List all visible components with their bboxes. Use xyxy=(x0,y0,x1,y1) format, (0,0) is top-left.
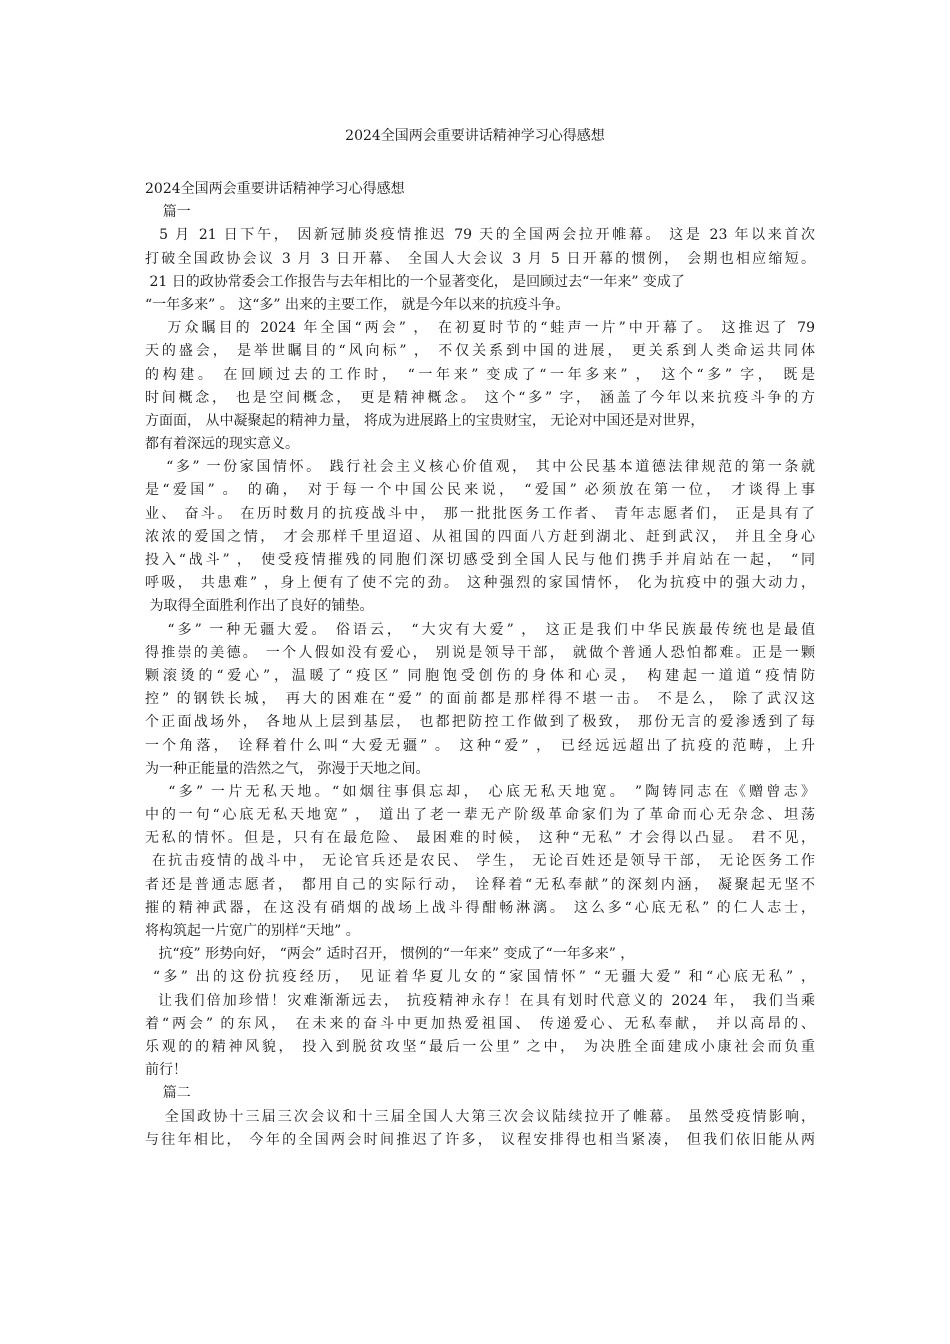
text-line: 篇二 xyxy=(145,1085,191,1102)
document-body xyxy=(145,178,815,1152)
text-line: 着“两会” 的东风， 在未来的奋斗中更加热爱祖国、 传递爱心、无私奉献， 并以高昂的、 xyxy=(145,1015,815,1032)
text-line: 个正面战场外， 各地从上层到基层， 也都把防控工作做到了极致， 那份无言的爱渗透到了每 xyxy=(145,714,815,731)
text-line: 2024全国两会重要讲话精神学习心得感想 xyxy=(145,181,405,197)
text-line: 21 日的政协常委会工作报告与去年相比的一个显著变化， 是回顾过去“一年来” 变成了 xyxy=(145,273,685,290)
text-line: 投入“战斗” ， 使受疫情摧残的同胞们深切感受到全国人民与他们携手并肩站在一起， “同 xyxy=(145,552,815,568)
text-line: 乐观的的精神风貌， 投入到脱贫攻坚“最后一公里” 之中， 为决胜全面建成小康社会而负重 xyxy=(145,1038,815,1055)
text-line: 打破全国政协会议 3 月 3 日开幕、 全国人大会议 3 月 5 日开幕的惯例， 会期也相应缩短。 xyxy=(145,250,815,267)
text-line: 颗滚烫的“爱心”，温暖了“疫区” 同胞饱受创伤的身体和心灵， 构建起一道道“疫情防 xyxy=(145,667,815,684)
text-line: 控” 的钢铁长城， 再大的困难在“爱” 的面前都是那样得不堪一击。 不是么， 除了武汉这 xyxy=(145,691,815,708)
text-line: 浓浓的爱国之情， 才会那样千里迢迢、从祖国的四面八方赶到湖北、赶到武汉， 并且全身心 xyxy=(145,528,815,545)
text-line: 5 月 21 日下午， 因新冠肺炎疫情推迟 79 天的全国两会拉开帷幕。 这是 23 年以来首次 xyxy=(145,227,815,244)
text-line: 在抗击疫情的战斗中， 无论官兵还是农民、 学生， 无论百姓还是领导干部， 无论医务工作 xyxy=(145,853,815,870)
text-line: “多” 一份家国情怀。 践行社会主义核心价值观， 其中公民基本道德法律规范的第一条就 xyxy=(145,459,815,476)
text-line: 天的盛会， 是举世瞩目的“风向标” ， 不仅关系到中国的进展， 更关系到人类命运共同体 xyxy=(145,343,815,360)
text-line: 呼吸， 共患难” ，身上便有了使不完的劲。 这种强烈的家国情怀， 化为抗疫中的强大动力， xyxy=(145,575,815,592)
text-line: 与往年相比， 今年的全国两会时间推迟了许多， 议程安排得也相当紧凑， 但我们依旧能从两 xyxy=(145,1131,815,1148)
text-line: 是“爱国” 。 的确， 对于每一个中国公民来说， “爱国” 必须放在第一位， 才谈得上事 xyxy=(145,482,815,499)
document-title: 2024全国两会重要讲话精神学习心得感想 xyxy=(345,128,605,144)
text-line: 篇一 xyxy=(145,204,191,221)
text-line: 业、 奋斗。 在历时数月的抗疫战斗中， 那一批批医务工作者、 青年志愿者们， 正是具有了 xyxy=(145,505,815,522)
text-line: 都有着深远的现实意义。 xyxy=(145,436,299,453)
text-line: 万众瞩目的 2024 年全国“两会” ， 在初夏时节的“蛙声一片”中开幕了。 这推迟了 79 xyxy=(145,320,815,337)
text-line: 让我们倍加珍惜！灾难渐渐远去， 抗疫精神永存！在具有划时代意义的 2024 年， 我们当乘 xyxy=(145,992,815,1009)
text-line: “多” 一片无私天地。“如烟往事俱忘却， 心底无私天地宽。 ”陶铸同志在《赠曾志》 xyxy=(145,783,815,800)
text-line: “多” 一种无疆大爱。 俗语云， “大灾有大爱” ， 这正是我们中华民族最传统也是最值 xyxy=(145,621,815,638)
text-line: “多” 出的这份抗疫经历， 见证着华夏儿女的“家国情怀” “无疆大爱” 和“心底无私” ， xyxy=(145,969,815,986)
text-line: 将构筑起一片宽广的别样“天地” 。 xyxy=(145,923,360,939)
text-line: 为取得全面胜利作出了良好的铺垫。 xyxy=(145,598,374,615)
text-line: 一个角落， 诠释着什么叫“大爱无疆” 。 这种“爱” ， 已经远远超出了抗疫的范畴，上升 xyxy=(145,737,815,754)
text-line: 无私的情怀。但是，只有在最危险、 最困难的时候， 这种“无私” 才会得以凸显。 君不见， xyxy=(145,830,815,847)
text-line: 全国政协十三届三次会议和十三届全国人大第三次会议陆续拉开了帷幕。 虽然受疫情影响， xyxy=(145,1108,815,1125)
text-line: 的构建。 在回顾过去的工作时， “一年来” 变成了“一年多来” ， 这个“多” 字， 既是 xyxy=(145,366,815,383)
text-line: 抗“疫” 形势向好， “两会” 适时召开， 惯例的“一年来” 变成了“一年多来” ， xyxy=(145,946,635,963)
text-line: 为一种正能量的浩然之气， 弥漫于天地之间。 xyxy=(145,760,430,777)
text-line: 中的一句“心底无私天地宽” ， 道出了老一辈无产阶级革命家们为了革命而心无杂念、坦荡 xyxy=(145,807,815,824)
text-line: 时间概念， 也是空间概念， 更是精神概念。 这个“多” 字， 涵盖了今年以来抗疫斗争的方 xyxy=(145,389,815,406)
text-line: 者还是普通志愿者， 都用自己的实际行动， 诠释着“无私奉献”的深刻内涵， 凝聚起无坚不 xyxy=(145,876,815,893)
text-line: “一年多来” 。 这“多” 出来的主要工作， 就是今年以来的抗疫斗争。 xyxy=(145,296,570,313)
text-line: 得推崇的美德。 一个人假如没有爱心， 别说是领导干部， 就做个普通人恐怕都难。正是一颗 xyxy=(145,644,815,661)
text-line: 方面面， 从中凝聚起的精神力量， 将成为进展路上的宝贵财宝， 无论对中国还是对世界， xyxy=(145,412,705,429)
text-line: 摧的精神武器，在这没有硝烟的战场上战斗得酣畅淋漓。 这么多“心底无私” 的仁人志士， xyxy=(145,899,815,916)
text-line: 前行！ xyxy=(145,1062,187,1079)
